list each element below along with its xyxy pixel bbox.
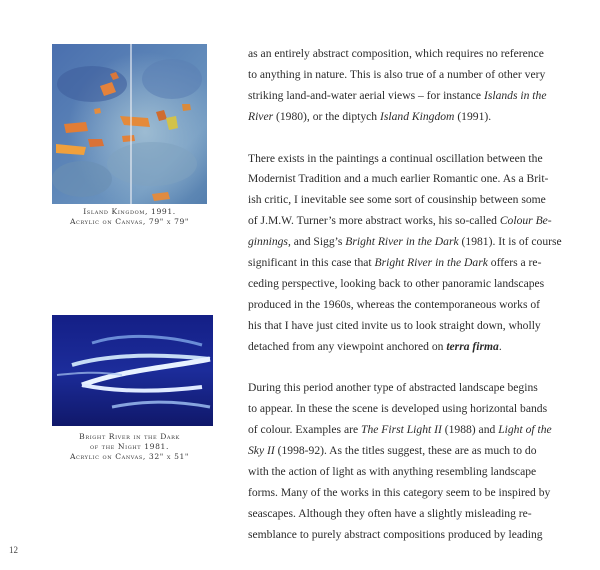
- page-number: 12: [9, 545, 18, 555]
- text-line: of colour. Examples are The First Light II (1988) and Light of the: [248, 423, 552, 437]
- italic-run: The First Light II: [361, 423, 442, 437]
- text-line: to appear. In these the scene is developed using horizontal bands: [248, 402, 548, 416]
- text-line: Modernist Tradition and a much earlier Romantic one. As a Brit-: [248, 172, 549, 186]
- italic-run: Light of the: [498, 423, 552, 437]
- caption-medium: Acrylic on Canvas, 79" x 79": [69, 217, 190, 226]
- text-line: seascapes. Although they often have a slightly misleading re-: [248, 506, 532, 520]
- bold-italic-run: terra firma: [446, 339, 499, 353]
- caption-title-line1: Bright River in the Dark: [79, 432, 180, 441]
- text-line: his that I have just cited invite us to look straight down, wholly: [248, 318, 541, 332]
- text-line: ceding perspective, looking back to other panoramic landscapes: [248, 276, 545, 290]
- caption-medium: Acrylic on Canvas, 32" x 51": [69, 452, 190, 461]
- text-line: ginnings, and Sigg’s Bright River in the Dark (1981). It is of course: [248, 235, 562, 249]
- italic-run: Colour Be-: [499, 214, 552, 228]
- italic-run: Sky II: [248, 444, 275, 458]
- text-line: semblance to purely abstract compositions produced by leading: [248, 527, 543, 541]
- italic-run: Island Kingdom: [380, 109, 455, 123]
- text-line: of J.M.W. Turner’s more abstract works, his so-called Colour Be-: [248, 214, 552, 228]
- italic-run: River: [248, 109, 274, 123]
- island-kingdom-caption: [42, 207, 217, 227]
- paragraph-2: [248, 149, 562, 358]
- caption-title-line2: of the Night 1981.: [89, 442, 169, 451]
- paragraph-3: [248, 378, 558, 545]
- text-line: Sky II (1998-92). As the titles suggest, these are as much to do: [248, 444, 537, 458]
- text-line: detached from any viewpoint anchored on terra firma.: [248, 339, 502, 353]
- text-line: River (1980), or the diptych Island Kingdom (1991).: [248, 109, 492, 123]
- body-text-column: [248, 44, 562, 546]
- text-line: as an entirely abstract composition, which requires no reference: [248, 47, 544, 60]
- caption-title: Island Kingdom, 1991.: [83, 207, 176, 216]
- bright-river-painting: [52, 315, 213, 426]
- italic-run: Bright River in the Dark: [374, 256, 488, 270]
- text-line: forms. Many of the works in this category seem to be inspired by: [248, 486, 551, 499]
- paragraph-1: [248, 44, 558, 128]
- text-line: with the action of light as with anything resembling landscape: [248, 465, 537, 479]
- italic-run: Bright River in the Dark: [345, 235, 459, 249]
- text-line: to anything in nature. This is also true of a number of other very: [248, 67, 546, 81]
- bright-river-caption: [42, 432, 217, 462]
- text-line: produced in the 1960s, whereas the contemporaneous works of: [248, 297, 541, 311]
- text-line: There exists in the paintings a continual oscillation between the: [248, 151, 543, 165]
- italic-run: ginnings: [248, 235, 288, 249]
- text-line: During this period another type of abstracted landscape begins: [248, 381, 538, 395]
- italic-run: Islands in the: [483, 88, 547, 102]
- text-line: striking land-and-water aerial views – for instance Islands in the: [248, 88, 547, 102]
- text-line: ish critic, I inevitable see some sort of cousinship between some: [248, 193, 546, 207]
- text-line: significant in this case that Bright River in the Dark offers a re-: [248, 256, 542, 270]
- island-kingdom-painting: [52, 44, 207, 204]
